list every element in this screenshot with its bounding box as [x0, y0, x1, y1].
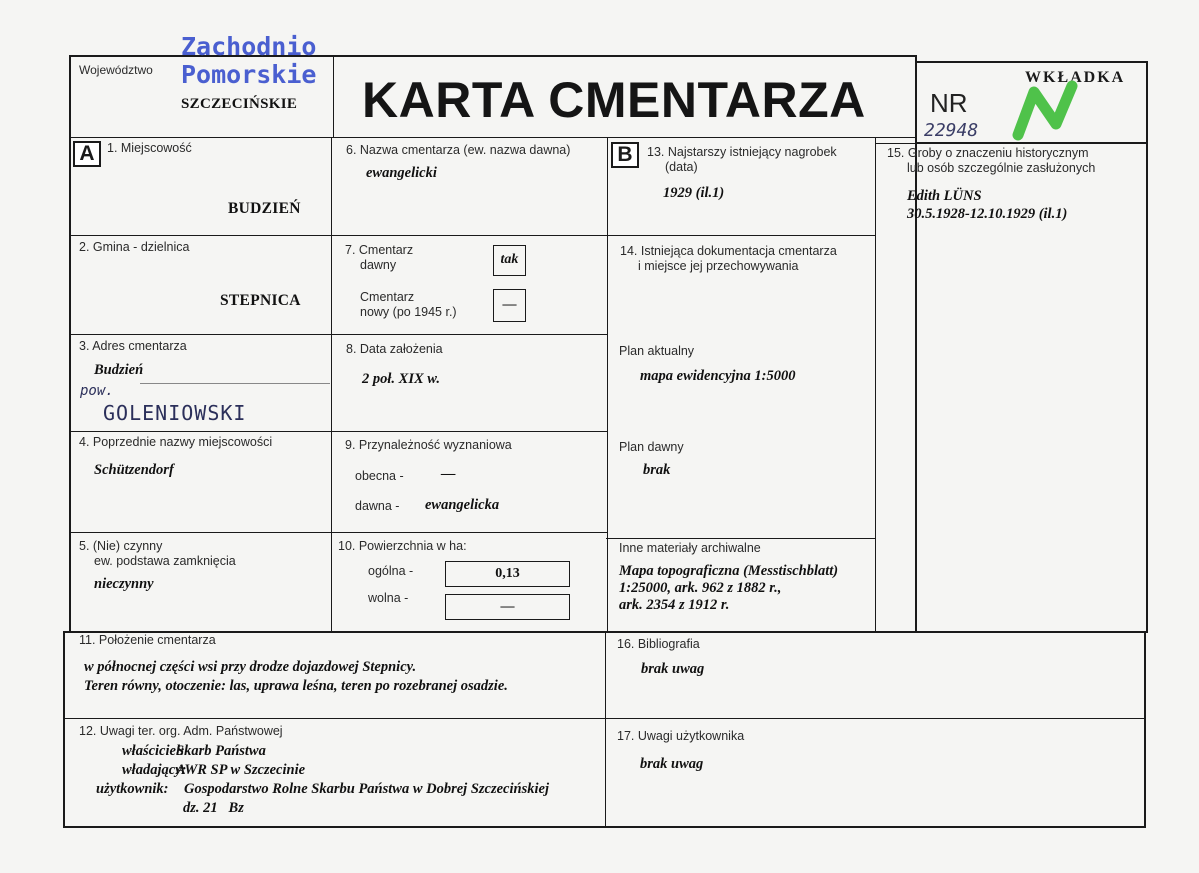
f16-value: brak uwag [641, 661, 705, 677]
f12-row-value: Skarb Państwa [176, 743, 266, 759]
f12-row-key: użytkownik: [96, 781, 169, 797]
section-a-badge: A [73, 141, 101, 167]
main-frame [69, 55, 917, 633]
stamp-line-2: Pomorskie [181, 60, 317, 89]
f14-label-line-2: i miejsce jej przechowywania [638, 259, 799, 273]
f10-ogolna-label: ogólna - [368, 564, 414, 578]
f13-label-line-2: (data) [665, 160, 698, 174]
f3-label: 3. Adres cmentarza [79, 339, 187, 353]
divider [69, 431, 608, 432]
f14-plan-aktualny-label: Plan aktualny [619, 344, 695, 358]
f5-label-line-1: 5. (Nie) czynny [79, 539, 163, 553]
nr-label: NR [930, 88, 968, 118]
divider [605, 633, 606, 828]
f9-dawna-value: ewangelicka [425, 497, 500, 513]
f3-value: Budzień [94, 362, 144, 378]
wojewodztwo-value: SZCZECIŃSKIE [181, 96, 298, 112]
f9-label: 9. Przynależność wyznaniowa [345, 438, 512, 452]
f10-wolna-label: wolna - [368, 591, 409, 605]
f8-value: 2 poł. XIX w. [362, 371, 441, 387]
f7-label-nowy-line-1: Cmentarz [360, 290, 415, 304]
f12-row-key: władający: [122, 762, 187, 778]
stamp-line-1: Zachodnio [181, 32, 317, 61]
f12-row-value: Gospodarstwo Rolne Skarbu Państwa w Dobrej Szczecińskiej [184, 781, 549, 797]
f12-row-value: AWR SP w Szczecinie [176, 762, 306, 778]
f9-obecna-label: obecna - [355, 469, 404, 483]
f15-label-line-2: lub osób szczególnie zasłużonych [907, 161, 1096, 175]
f14-inne-line-2: 1:25000, ark. 962 z 1882 r., [619, 580, 782, 596]
f11-label: 11. Położenie cmentarza [79, 633, 216, 647]
section-b-badge: B [611, 142, 639, 168]
divider [607, 137, 608, 631]
f4-label: 4. Poprzednie nazwy miejscowości [79, 435, 273, 449]
f8-label: 8. Data założenia [346, 342, 443, 356]
f5-label-line-2: ew. podstawa zamknięcia [94, 554, 236, 568]
wkladka-label: WKŁADKA [1025, 69, 1126, 86]
f13-value: 1929 (il.1) [663, 185, 725, 201]
f12-label: 12. Uwagi ter. org. Adm. Państwowej [79, 724, 283, 738]
f14-plan-dawny-value: brak [643, 462, 671, 478]
f7-label-nowy-line-2: nowy (po 1945 r.) [360, 305, 457, 319]
f17-label: 17. Uwagi użytkownika [617, 729, 745, 743]
f15-value-line-2: 30.5.1928-12.10.1929 (il.1) [907, 206, 1068, 222]
f1-label: 1. Miejscowość [107, 141, 192, 155]
f13-label-line-1: 13. Najstarszy istniejący nagrobek [647, 145, 837, 159]
f3-underline [140, 383, 330, 384]
divider [331, 137, 332, 631]
f3-hand-powiat: GOLENIOWSKI [103, 401, 247, 425]
f4-value: Schützendorf [94, 462, 174, 478]
f16-label: 16. Bibliografia [617, 637, 700, 651]
green-n-mark-icon [1010, 80, 1090, 142]
divider [69, 334, 608, 335]
divider [69, 532, 608, 533]
f10-label: 10. Powierzchnia w ha: [338, 539, 467, 553]
f9-dawna-label: dawna - [355, 499, 400, 513]
f14-inne-label: Inne materiały archiwalne [619, 541, 761, 555]
f10-ogolna-box: 0,13 [445, 561, 570, 587]
f12-last-line: dz. 21 Bz [183, 800, 244, 816]
f15-label-line-1: 15. Groby o znaczeniu historycznym [887, 146, 1089, 160]
f14-label-line-1: 14. Istniejąca dokumentacja cmentarza [620, 244, 837, 258]
f3-hand-pow: pow. [80, 383, 114, 399]
f14-plan-dawny-label: Plan dawny [619, 440, 684, 454]
divider [875, 143, 1148, 144]
f6-label: 6. Nazwa cmentarza (ew. nazwa dawna) [346, 143, 571, 157]
f7-label-dawny-line-1: 7. Cmentarz [345, 243, 414, 257]
divider [606, 538, 875, 539]
f14-inne-line-1: Mapa topograficzna (Messtischblatt) [619, 563, 839, 579]
f7-dawny-box: tak [493, 245, 526, 276]
card-title: KARTA CMENTARZA [362, 72, 866, 128]
f17-value: brak uwag [640, 756, 704, 772]
f5-value: nieczynny [94, 576, 154, 592]
f10-wolna-box: — [445, 594, 570, 620]
f14-plan-aktualny-value: mapa ewidencyjna 1:5000 [640, 368, 796, 384]
f11-line-1: w północnej części wsi przy drodze dojazdowej Stepnicy. [84, 659, 417, 675]
f6-value: ewangelicki [366, 165, 437, 181]
wojewodztwo-label: Województwo [79, 63, 153, 77]
divider [875, 137, 876, 633]
f11-line-2: Teren równy, otoczenie: las, uprawa leśna, teren po rozebranej osadzie. [84, 678, 508, 694]
f14-inne-line-3: ark. 2354 z 1912 r. [619, 597, 730, 613]
f7-label-dawny-line-2: dawny [360, 258, 397, 272]
f9-obecna-value: — [441, 466, 456, 482]
f2-label: 2. Gmina - dzielnica [79, 240, 190, 254]
f2-value: STEPNICA [220, 292, 301, 309]
f15-value-line-1: Edith LÜNS [907, 188, 982, 204]
f1-value: BUDZIEŃ [228, 200, 301, 217]
divider [69, 235, 875, 236]
nr-handwritten: 22948 [924, 120, 979, 141]
f7-nowy-box: — [493, 289, 526, 322]
divider [333, 55, 334, 138]
divider [69, 137, 915, 138]
f12-row-key: właściciel: [122, 743, 185, 759]
